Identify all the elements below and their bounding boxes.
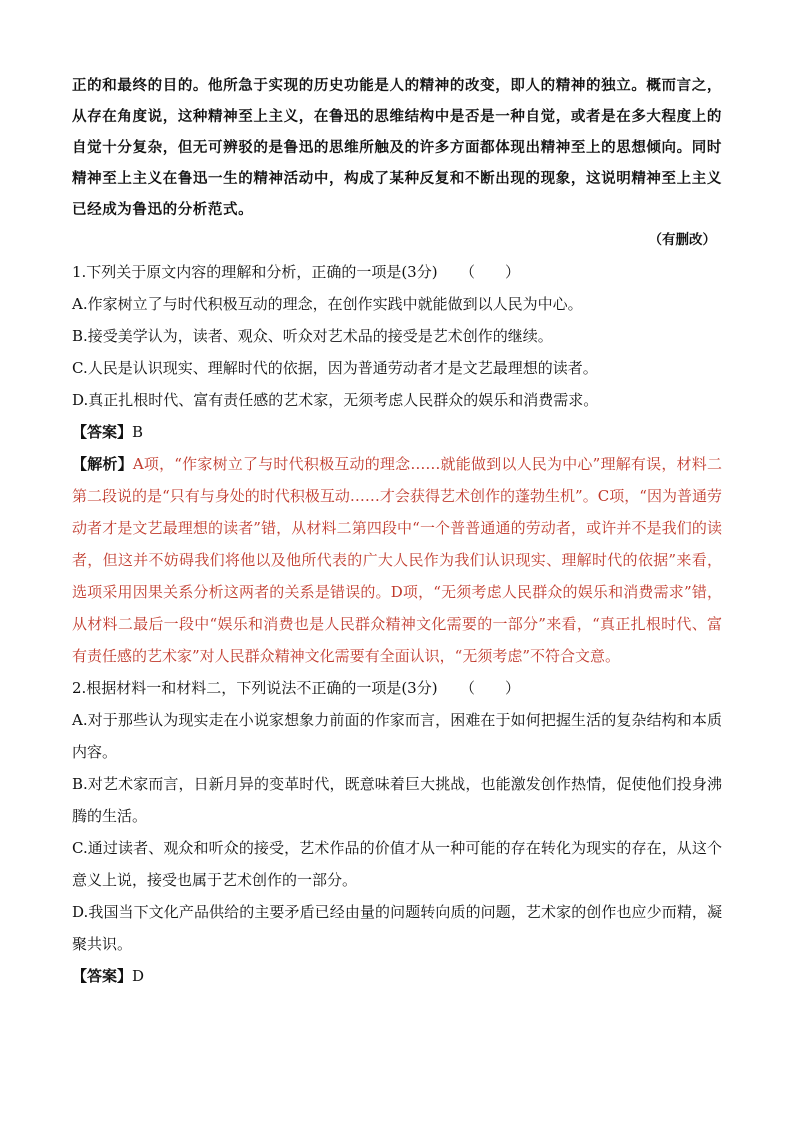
q2-answer xyxy=(72,960,722,992)
passage xyxy=(72,70,722,225)
q2-option-b: B.对艺术家而言，日新月异的变革时代，既意味着巨大挑战，也能激发创作热情，促使他们投身沸腾的生活。 xyxy=(72,775,722,825)
analysis-part-4: 来看，“真正扎根时代、富有责任感的艺术家”对人民群众精神文化需要有全面认识， xyxy=(72,615,722,665)
passage-text: 正的和最终的目的。他所急于实现的历史功能是人的精神的改变，即人的精神的独立。概而言之，从存在角度说，这种精神至上主义，在鲁迅的思维结构中是否是一种自觉，或者是在多大程度上的自觉十分复杂，但无可辨驳的是鲁迅的思维所触及的许多方面都体现出精神至上的思想倾向。同时精神至上主义在鲁迅一生的精神活动中，构成了某种反复和不断出现的现象，这说明精神至上主义已经成为鲁迅的分析范式。 xyxy=(72,77,722,218)
q2-option-d: D.我国当下文化产品供给的主要矛盾已经由量的问题转向质的问题，艺术家的创作也应少而精，凝聚共识。 xyxy=(72,903,722,953)
q1-option-a: A.作家树立了与时代积极互动的理念，在创作实践中就能做到以人民为中心。 xyxy=(72,295,583,313)
answer-value: B xyxy=(132,423,144,441)
q1-option-b: B.接受美学认为，读者、观众、听众对艺术品的接受是艺术创作的继续。 xyxy=(72,327,553,345)
q1-answer xyxy=(72,416,722,448)
analysis-part-5: “无须考虑”不符合文意。 xyxy=(454,647,621,665)
answer-tag: 【答案】 xyxy=(72,967,133,985)
analysis-part-3: “娱乐和消费也是人民群众精神文化需要的一部分” xyxy=(209,615,546,633)
q1-option-c: C.人民是认识现实、理解时代的依据，因为普通劳动者才是文艺最理想的读者。 xyxy=(72,359,598,377)
q2-option-c: C.通过读者、观众和听众的接受，艺术作品的价值才从一种可能的存在转化为现实的存在，从这个意义上说，接受也属于艺术创作的一部分。 xyxy=(72,839,722,889)
q1-option-d: D.真正扎根时代、富有责任感的艺术家，无须考虑人民群众的娱乐和消费需求。 xyxy=(72,391,599,409)
analysis-part-1: A项，“作家树立了与时代积极互动的理念……就能做到以人民为中心”理解有误， xyxy=(132,455,677,473)
q1-analysis xyxy=(72,448,722,672)
question-1-stem: 1.下列关于原文内容的理解和分析，正确的一项是(3分) （ ） xyxy=(72,263,521,281)
analysis-tag: 【解析】 xyxy=(72,455,133,473)
answer-tag: 【答案】 xyxy=(72,423,133,441)
analysis-part-2: 材料二第二段说的是“只有与身处的时代积极互动……才会获得艺术创作的蓬勃生机”。C项，“因为普通劳动者才是文艺最理想的读者”错，从材料二第四段中“一个普普通通的劳动者，或许并不是我们的读者，但这并不妨碍我们将他以及他所代表的广大人民作为我们认识现实、理解时代的依据”来看，选项采用因果关系分析这两者的关系是错误的。D项，“无须考虑人民群众的娱乐和消费需求”错，从材料二最后一段中 xyxy=(72,455,722,633)
source-note: （有删改） xyxy=(648,232,716,248)
question-2-stem: 2.根据材料一和材料二，下列说法不正确的一项是(3分) （ ） xyxy=(72,679,521,697)
answer-value: D xyxy=(132,967,145,985)
q2-option-a: A.对于那些认为现实走在小说家想象力前面的作家而言，困难在于如何把握生活的复杂结构和本质内容。 xyxy=(72,711,722,761)
